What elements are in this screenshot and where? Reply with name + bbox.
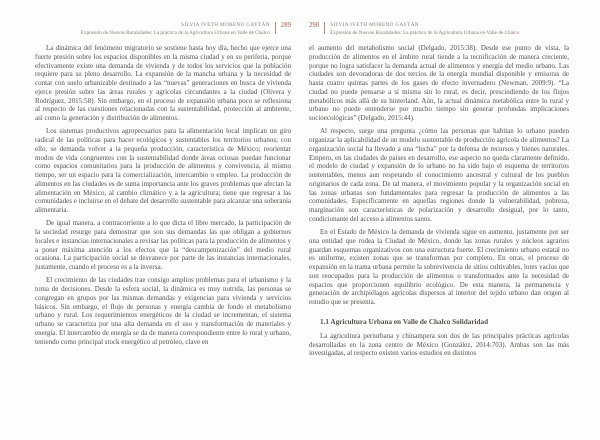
paragraph: el aumento del metabolismo social (Delgado, 2015:38). Desde ese punto de vista, la producción de alimentos en el ámbito rural tiende a la tecnificación de manera creciente, porque no logra satisfacer la demanda actual de alimentos y energía del medio urbano. Las ciudades son devoradoras de dos tercios de la energía mundial disponible y emisoras de hasta cuatro quintas partes de los gases de efecto invernadero (Newman, 2009:9). “La ciudad no puede pensarse a sí misma sin lo rural, es decir, prescindiendo de los flujos metabólicos más allá de su hinterland. Aún, la actual dinámica metabólica entre lo rural y urbano no puede entenderse por mucho tiempo sin generar profundas implicaciones socioecológicas” (Delgado, 2015:44). (309, 44, 569, 122)
section-heading: 1.1 Agricultura Urbana en Valle de Chalco Solidaridad (320, 317, 489, 326)
running-head-author: SILVIA IVETH MORENO GAYTÁN (330, 22, 419, 28)
page-number: 289 (280, 22, 291, 29)
paragraph: Los sistemas productivos agropecuarios para la alimentación local implican un giro radical de las políticas para hacer ecológicos y sustentables los territorios urbanos; con ello, se demanda volver a la pequeña producción, característica de México; reorientar modos de vida congruentes con la sustentabilidad donde áreas ociosas puedan funcionar como espacios comunitarios para la producción de alimentos y convivencia, al mismo tiempo, ser un espacio para la comercialización, intercambio o empleo. La producción de alimentos en las ciudades es de suma importancia ante los graves problemas que afectan la alimentación en México, al cambio climático y a la agricultura; tiene que regresar a las comunidades e incluirse en el debate del desarrollo sustentable para alcanzar una soberanía alimentaria. (35, 127, 291, 214)
paragraph: El crecimiento de las ciudades trae consigo amplios problemas para el urbanismo y la toma de decisiones. Desde la esfera social, la dinámica es muy nutrida, las personas se congregan en grupos por las mismas demandas y exigencias para vivienda y servicios básicos. Sin embargo, el flujo de personas y energía cambia de fondo el metabolismo urbano y rural. Los requerimientos energéticos de la ciudad se incrementan, el sistema urbano se caracteriza por una alta demanda en el uso y transformación de materiales y energía. El intercambio de energía se da de manera correspondiente entre lo rural y urbano, teniendo como principal stock energético al petróleo, clave en (35, 276, 291, 346)
running-header-text (81, 22, 270, 36)
paragraph: En el Estado de México la demanda de vivienda sigue en aumento, justamente por ser una entidad que rodea la Ciudad de México, donde las zonas rurales y núcleos agrarios guardan esquemas organizativos con una estructura fuerte. El crecimiento urbano estatal no es uniforme, existen zonas que se transforman por completo. En otras, el proceso de expansión en la trama urbana permite la sobrevivencia de sitios cultivables, lotes vacíos que son reocupados para la producción de alimentos o transformados ante la necesidad de espacios que proporcionen equilibrio ecológico. De esta manera, la permanencia y generación de archipiélagos agrícolas dispersos al interior del tejido urbano dan origen al estudio que se presenta. (309, 228, 569, 306)
header-divider (324, 22, 325, 34)
page-290 (309, 22, 569, 363)
running-head-subtitle: Expresión de Nuevas Ruralidades: La práctica de la Agricultura Urbana en Valle de Chalco (80, 29, 270, 36)
page-number: 290 (309, 22, 320, 29)
page-289 (35, 22, 291, 351)
paragraph: Al respecto, surge una pregunta ¿cómo las personas que habitan lo urbano pueden organizar la aplicabilidad de un modelo sustentable de producción agrícola de alimentos? La organización social ha llevado a una “lucha” por la defensa de recursos y bienes naturales. Empero, en las ciudades de países en desarrollo, ese aspecto no queda claramente definido, el modelo de ciudad y expansión de lo urbano no ha sido bajo el esquema de territorios sustentables, menos aun respetando el conocimiento ancestral y cultural de los pueblos originarios de cada zona. De tal manera, el movimiento popular y la organización social en las zonas urbanas son fundamentales para regresar la producción de alimentos a las comunidades. Específicamente en aquellas regiones donde la vulnerabilidad, pobreza, marginación son características de polarización y desarrollo desigual, por lo tanto, condicionante del acceso a alimentos sanos. (309, 127, 569, 223)
page-body (309, 44, 569, 358)
running-head-author: SILVIA IVETH MORENO GAYTÁN (181, 22, 270, 28)
paragraph: La agricultura periurbana y chinampera son dos de las principales prácticas agrícolas desarrolladas en la zona centro de México (González, 2014:703). Ambas son las más investigadas, al respecto existen varios estudios en distintos (309, 331, 569, 358)
running-header-text (330, 22, 519, 36)
paragraph: De igual manera, a contracorriente a lo que dicta el libre mercado, la participación de la sociedad resurge para demostrar que son sus demandas las que obligan a gobiernos locales e instancias internacionales a revisar las políticas para la producción de alimentos y a poner máxima atención a los efectos que la “descampenización” del medio rural ocasiona. La participación social se desvanece por parte de las instancias internacionales, justamente, cuando el proceso es a la inversa. (35, 219, 291, 271)
running-header-left (35, 22, 291, 36)
running-head-subtitle: Expresión de Nuevas Ruralidades: La práctica de la Agricultura Urbana en Valle de Chalco (330, 29, 520, 36)
running-header-right (309, 22, 569, 36)
paragraph: La dinámica del fenómeno migratorio se sostiene hasta hoy día, hecho que ejerce una fuerte presión sobre los espacios disponibles en la misma ciudad y en su periferia, porque efectivamente existe una demanda de vivienda y de todos los servicios que la población requiere para su pleno desarrollo. La expansión de la mancha urbana y la necesidad de contar con suelo urbanizable destinado a las “nuevas” generaciones en busca de vivienda ejerce presión sobre las áreas rurales y agrícolas circundantes a la ciudad (Olivera y Rodríguez, 2015:58). Sin embargo, en el proceso de expansión urbana poco se reflexiona al respecto de las cuestiones relacionadas con la sustentabilidad, protección al ambiente, así como la generación y distribución de alimentos. (35, 44, 291, 122)
page-body (35, 44, 291, 346)
header-divider (275, 22, 276, 34)
